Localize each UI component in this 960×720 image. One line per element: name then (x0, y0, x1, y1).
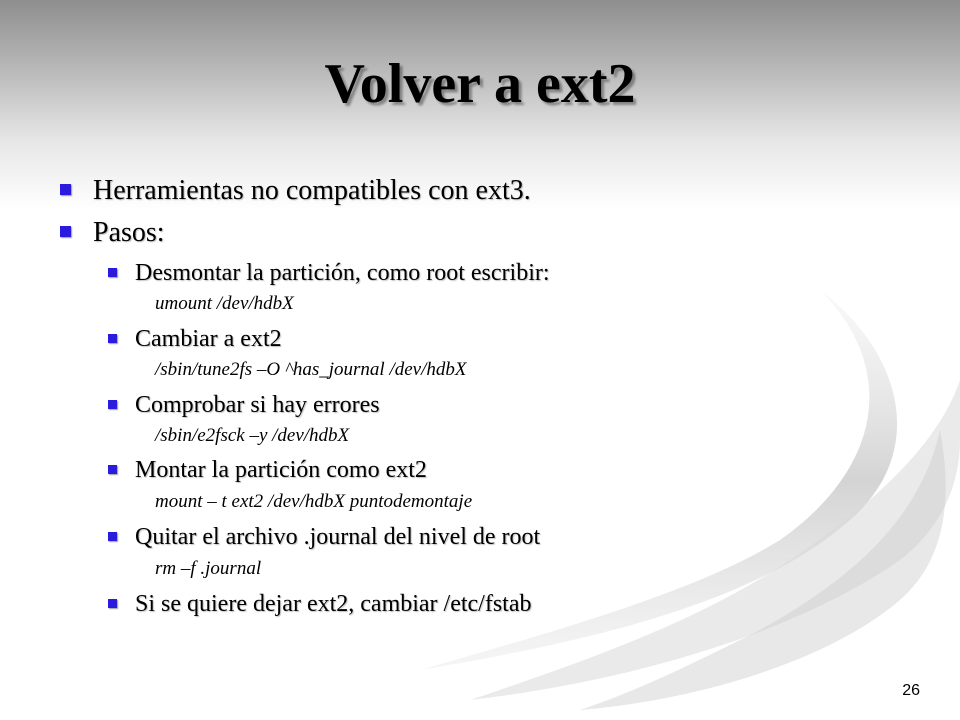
step-item (108, 391, 380, 419)
step-text: Quitar el archivo .journal del nivel de root (135, 524, 541, 550)
step-command: /sbin/tune2fs –O ^has_journal /dev/hdbX (155, 359, 467, 380)
square-bullet-icon (108, 465, 117, 474)
bullet-text: Pasos: (93, 217, 165, 248)
square-bullet-icon (108, 599, 117, 608)
page-number: 26 (902, 682, 920, 699)
bullet-item (60, 217, 165, 249)
step-item (108, 456, 427, 484)
slide-title: Volver a ext2 (324, 53, 636, 115)
step-text: Comprobar si hay errores (135, 392, 380, 418)
step-item (108, 590, 532, 618)
step-command: rm –f .journal (155, 558, 262, 579)
step-command: /sbin/e2fsck –y /dev/hdbX (155, 425, 350, 446)
step-text: Si se quiere dejar ext2, cambiar /etc/fstab (135, 591, 532, 617)
square-bullet-icon (108, 532, 117, 541)
step-text: Montar la partición como ext2 (135, 457, 427, 483)
square-bullet-icon (60, 184, 71, 195)
step-item (108, 523, 540, 551)
bullet-item (60, 175, 531, 207)
square-bullet-icon (108, 400, 117, 409)
bullet-text: Herramientas no compatibles con ext3. (93, 175, 531, 206)
square-bullet-icon (60, 226, 71, 237)
step-text: Desmontar la partición, como root escribir: (135, 260, 550, 286)
square-bullet-icon (108, 334, 117, 343)
step-command: mount – t ext2 /dev/hdbX puntodemontaje (155, 491, 473, 512)
step-item (108, 325, 282, 353)
step-text: Cambiar a ext2 (135, 326, 282, 352)
square-bullet-icon (108, 268, 117, 277)
step-command: umount /dev/hdbX (155, 293, 294, 314)
step-item (108, 259, 550, 287)
